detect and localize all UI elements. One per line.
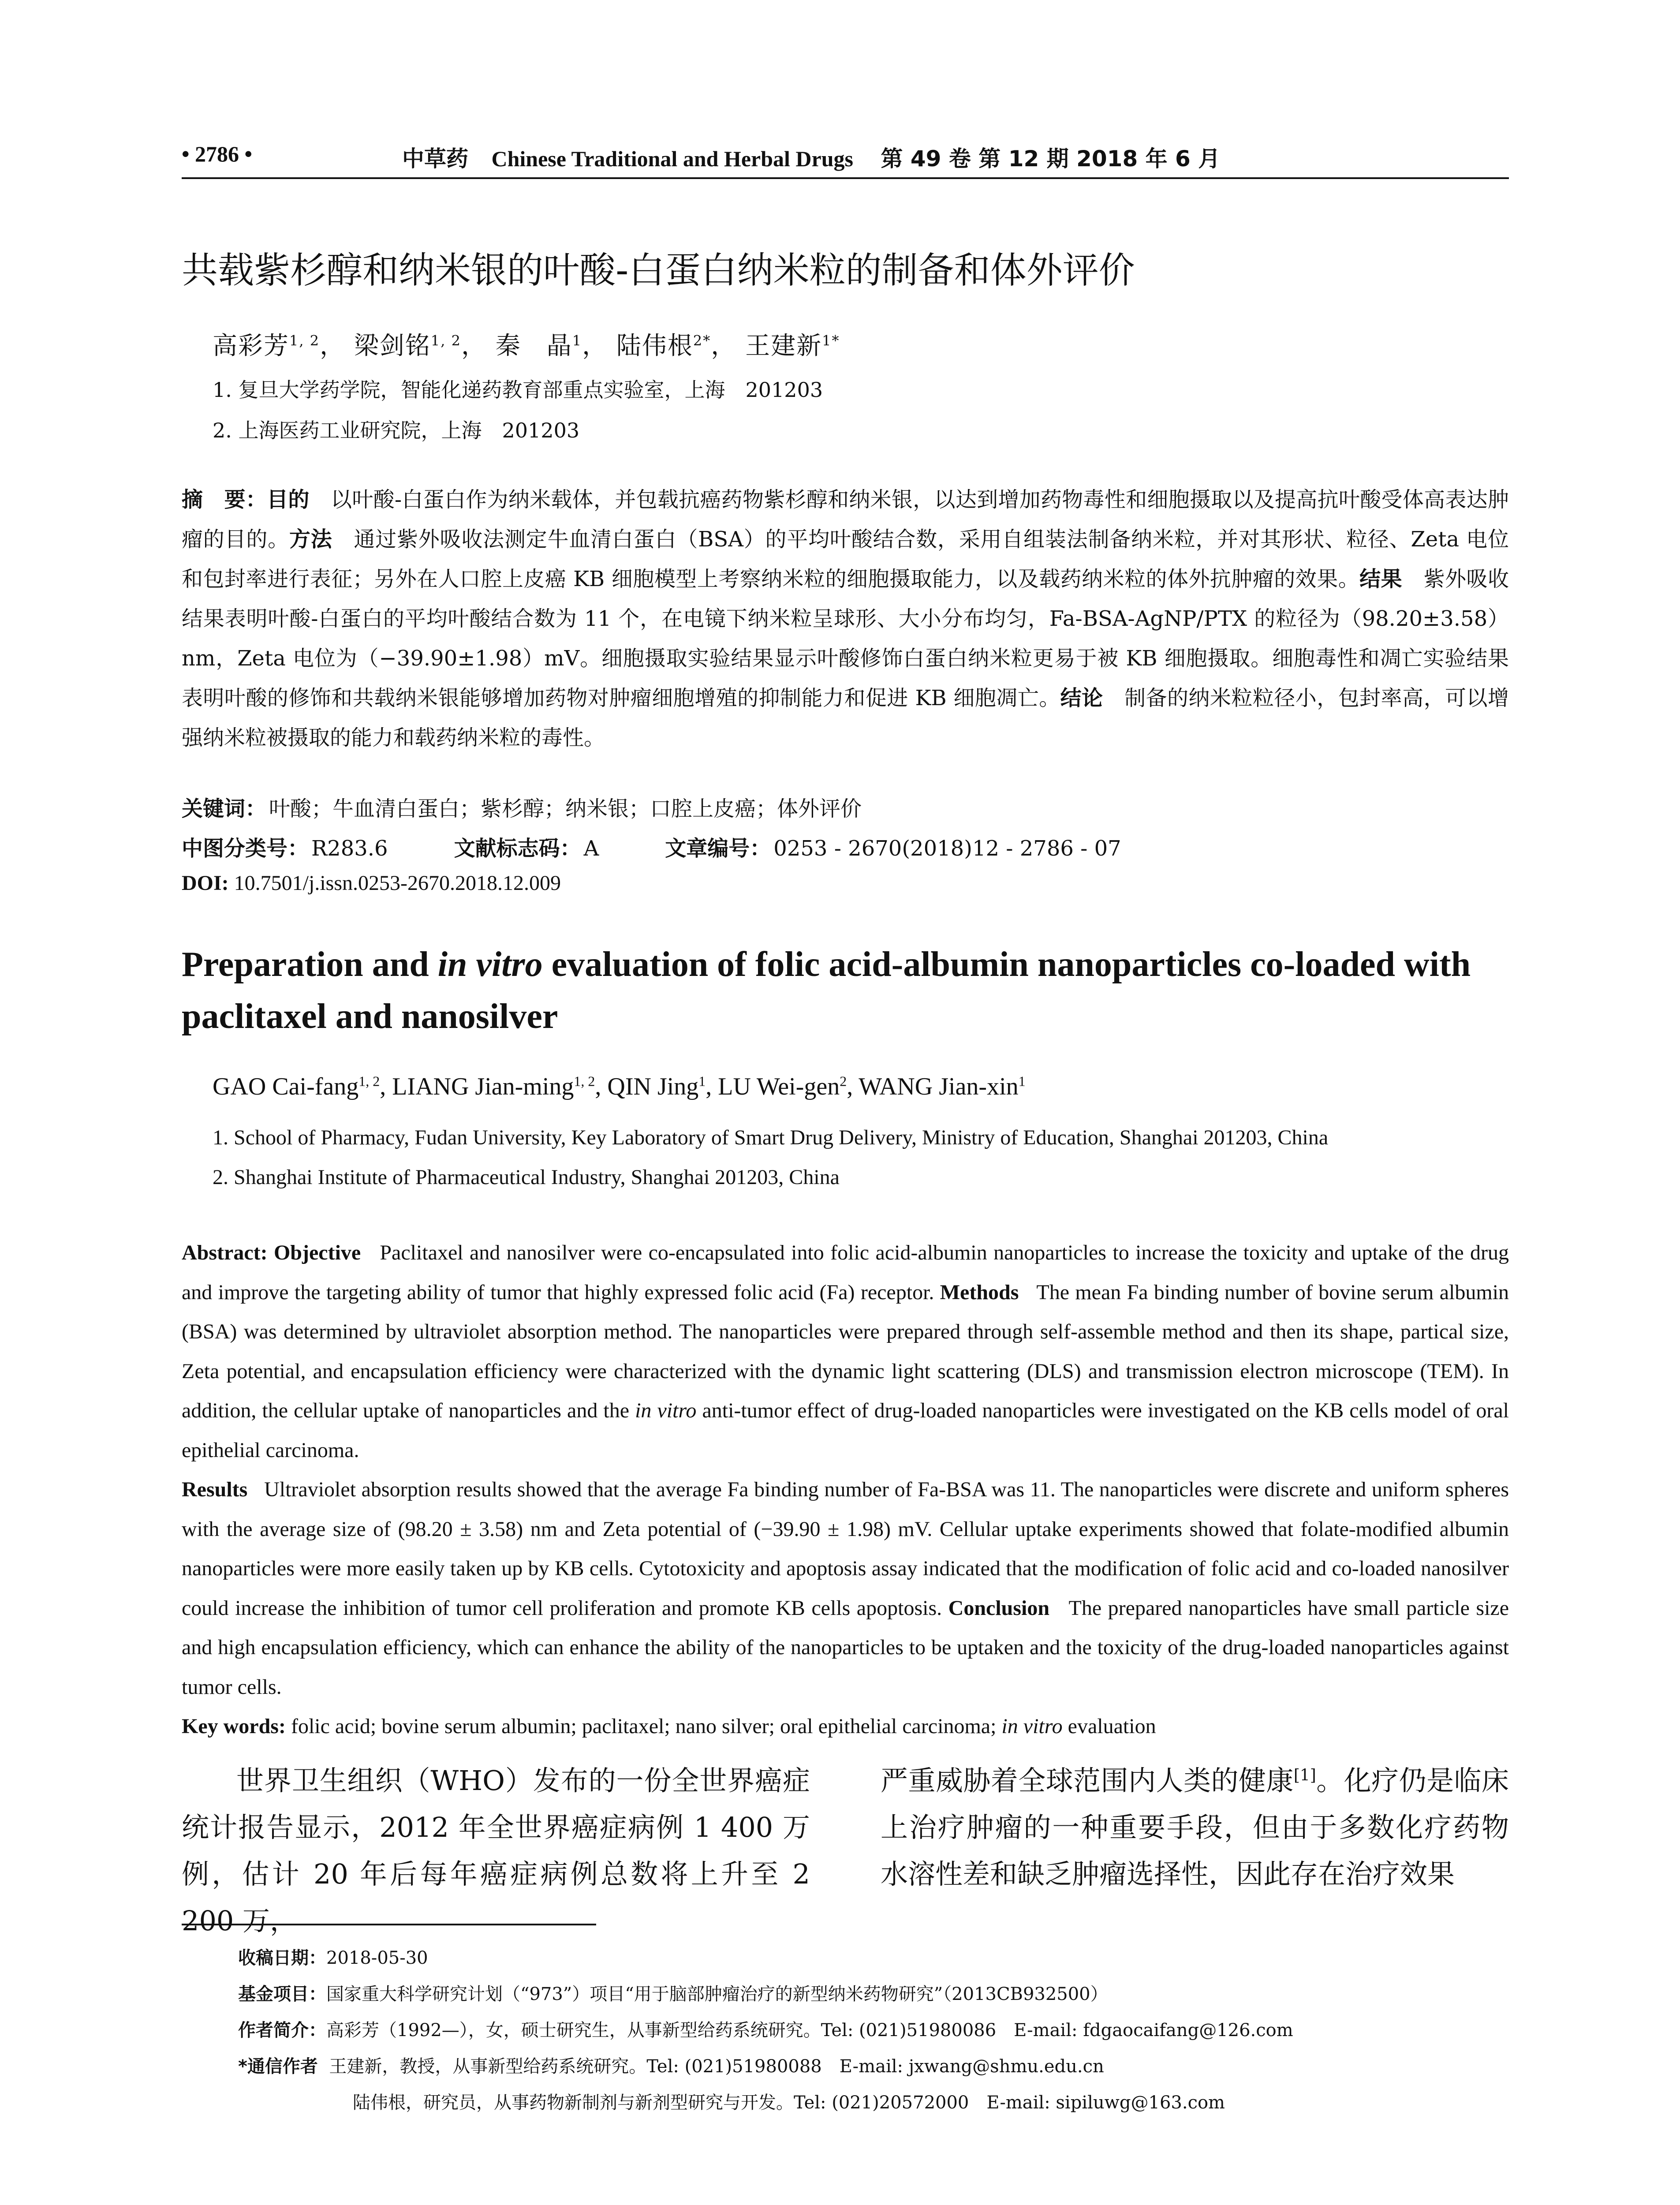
author-cn: 秦 晶 — [495, 332, 572, 360]
author-affil-sup: 2* — [693, 332, 711, 349]
affiliation-cn-1: 1. 复旦大学药学院，智能化递药教育部重点实验室，上海 201203 — [213, 378, 823, 402]
author-affil-sup: 2 — [840, 1073, 847, 1089]
keywords-en-label: Key words: — [182, 1715, 286, 1738]
keywords-en-text: folic acid; bovine serum albumin; paclitaxel; nano silver; oral epithelial carcinoma; — [291, 1715, 997, 1738]
objective-text: Paclitaxel and nanosilver were co-encapsulated into folic acid-albumin nanoparticles to increase the toxicity and uptake of the drug and improve the targeting ability of tumor that highly expressed folic acid (Fa) receptor. — [182, 1241, 1509, 1304]
author-cn: 梁剑铭 — [354, 332, 431, 360]
author-affil-sup: 1, 2 — [574, 1073, 595, 1089]
doi-value: 10.7501/j.issn.0253-2670.2018.12.009 — [234, 871, 561, 895]
title-en-part: evaluation of folic acid-albumin nanoparticles co-loaded with paclitaxel and nanosilver — [182, 945, 1471, 1036]
corresponding-author-1: 王建新，教授，从事新型给药系统研究。Tel: (021)51980088 E-mail: jxwang@shmu.edu.cn — [329, 2056, 1104, 2077]
author-cn: 王建新 — [745, 332, 822, 360]
author-bio-text: 高彩芳（1992—），女，硕士研究生，从事新型给药系统研究。Tel: (021)51980086 E-mail: fdgaocaifang@126.com — [326, 2020, 1293, 2041]
authors-cn — [213, 326, 840, 362]
footnote-author — [238, 2016, 1293, 2041]
corresponding-author-2: 陆伟根，研究员，从事药物新制剂与新剂型研究与开发。Tel: (021)20572000 E-mail: sipiluwg@163.com — [353, 2093, 1225, 2113]
classification-line — [182, 831, 1121, 862]
abstract-label: 摘 要： — [182, 487, 267, 512]
methods-label: 方法 — [289, 527, 332, 552]
author-affil-sup: 1, 2 — [289, 332, 320, 349]
body-text: 严重威胁着全球范围内人类的健康 — [881, 1764, 1294, 1797]
author-affil-sup: 1 — [572, 332, 582, 349]
title-cn: 共载紫杉醇和纳米银的叶酸-白蛋白纳米粒的制备和体外评价 — [182, 250, 1135, 292]
title-en — [182, 938, 1509, 1043]
author-separator: ， — [711, 332, 737, 360]
footnote-corresponding — [238, 2052, 1104, 2078]
author-en: GAO Cai-fang — [213, 1073, 359, 1100]
author-bio-label: 作者简介： — [238, 2020, 326, 2041]
body-column-left: 世界卫生组织（WHO）发布的一份全世界癌症统计报告显示，2012 年全世界癌症病例 1 400 万例，估计 20 年后每年癌症病例总数将上升至 2 200 万， — [182, 1764, 810, 1937]
keywords-en-tail: evaluation — [1068, 1715, 1156, 1738]
conclusion-text: The prepared nanoparticles have small particle size and high encapsulation efficiency, which can enhance the ability of the nanoparticles to be uptaken and the toxicity of the drug-loaded nanoparticles against tumor cells. — [182, 1596, 1509, 1699]
methods-text: anti-tumor effect of drug-loaded nanoparticles were investigated on the KB cells model of oral epithelial carcinoma. — [182, 1399, 1509, 1462]
fund-label: 基金项目： — [238, 1984, 326, 2004]
results-text: Ultraviolet absorption results showed that the average Fa binding number of Fa-BSA was 11. The nanoparticles were discrete and uniform spheres with the average size of (98.20 ± 3.58) nm and Zeta potential of (−39.90 ± 1.98) mV. Cellular uptake experiments showed that folate-modified albumin nanoparticles were more easily taken up by KB cells. Cytotoxicity and apoptosis assay indicated that the modification of folic acid and co-loaded nanosilver could increase the inhibition of tumor cell proliferation and promote KB cells apoptosis. — [182, 1478, 1509, 1620]
authors-en — [213, 1073, 1026, 1101]
author-affil-sup: 1 — [1018, 1073, 1026, 1089]
conclusion-label: Conclusion — [948, 1596, 1050, 1620]
methods-label: Methods — [940, 1280, 1019, 1304]
journal-issue: 第 49 卷 第 12 期 2018 年 6 月 — [881, 146, 1221, 172]
objective-text: 以叶酸-白蛋白作为纳米载体，并包载抗癌药物紫杉醇和纳米银，以达到增加药物毒性和细胞摄取以及提高抗叶酸受体高表达肿瘤的目的。 — [182, 487, 1509, 552]
objective-label: 目的 — [267, 487, 310, 512]
author-cn: 陆伟根 — [616, 332, 693, 360]
author-en: LIANG Jian-ming — [392, 1073, 574, 1100]
author-separator: , — [380, 1073, 392, 1100]
running-header — [182, 132, 1509, 175]
author-affil-sup: 1, 2 — [358, 1073, 380, 1089]
doi-label: DOI: — [182, 871, 229, 895]
clc-value: R283.6 — [311, 836, 388, 861]
abstract-objective-label: Abstract: Objective — [182, 1241, 361, 1264]
title-en-part: Preparation and — [182, 945, 438, 984]
author-en: LU Wei-gen — [718, 1073, 840, 1100]
journal-name — [402, 141, 1220, 173]
affiliation-en-1: 1. School of Pharmacy, Fudan University, Key Laboratory of Smart Drug Delivery, Ministry of Education, Shanghai 201203, China — [213, 1126, 1329, 1149]
conclusion-text: 制备的纳米粒粒径小，包封率高，可以增强纳米粒被摄取的能力和载药纳米粒的毒性。 — [182, 686, 1509, 750]
doc-code-label: 文献标志码： — [454, 836, 581, 861]
author-cn: 高彩芳 — [213, 332, 289, 360]
article-number-value: 0253 - 2670(2018)12 - 2786 - 07 — [773, 836, 1121, 861]
conclusion-label: 结论 — [1060, 686, 1103, 710]
footnote-fund — [238, 1980, 1108, 2005]
journal-name-en: Chinese Traditional and Herbal Drugs — [491, 146, 853, 171]
doc-code-value: A — [583, 836, 599, 861]
results-label: Results — [182, 1478, 248, 1501]
journal-name-cn: 中草药 — [402, 146, 468, 172]
author-affil-sup: 1 — [698, 1073, 706, 1089]
methods-text: 通过紫外吸收法测定牛血清白蛋白（BSA）的平均叶酸结合数，采用自组装法制备纳米粒，并对其形状、粒径、Zeta 电位和包封率进行表征；另外在人口腔上皮癌 KB 细胞模型上考察纳米粒的细胞摄取能力，以及载药纳米粒的体外抗肿瘤的效果。 — [182, 527, 1509, 591]
author-separator: ， — [320, 332, 346, 360]
page-number: • 2786 • — [182, 142, 253, 166]
header-rule — [182, 177, 1509, 179]
received-date: 2018-05-30 — [326, 1948, 428, 1968]
fund-text: 国家重大科学研究计划（“973”）项目“用于脑部肿瘤治疗的新型纳米药物研究”（2013CB932500） — [326, 1984, 1108, 2004]
article-number-label: 文章编号： — [665, 836, 771, 861]
author-separator: ， — [461, 332, 487, 360]
clc-label: 中图分类号： — [182, 836, 309, 861]
abstract-cn — [182, 480, 1509, 758]
methods-italic: in vitro — [635, 1399, 697, 1422]
author-affil-sup: 1* — [822, 332, 840, 349]
body-column-right — [881, 1757, 1509, 1898]
keywords-en-italic: in vitro — [1001, 1715, 1063, 1738]
author-en: WANG Jian-xin — [859, 1073, 1019, 1100]
author-separator: , — [706, 1073, 718, 1100]
results-text: 紫外吸收结果表明叶酸-白蛋白的平均叶酸结合数为 11 个，在电镜下纳米粒呈球形、大小分布均匀，Fa-BSA-AgNP/PTX 的粒径为（98.20±3.58）nm，Zeta 电位为（−39.90±1.98）mV。细胞摄取实验结果显示叶酸修饰白蛋白纳米粒更易于被 KB 细胞摄取。细胞毒性和凋亡实验结果表明叶酸的修饰和共载纳米银能够增加药物对肿瘤细胞增殖的抑制能力和促进 KB 细胞凋亡。 — [182, 567, 1509, 710]
keywords-label: 关键词： — [182, 796, 267, 821]
results-label: 结果 — [1359, 567, 1403, 591]
corresponding-label: *通信作者 — [238, 2056, 318, 2077]
abstract-en — [182, 1233, 1509, 1746]
author-separator: , — [847, 1073, 859, 1100]
doi-line — [182, 871, 561, 895]
title-en-italic: in vitro — [437, 945, 543, 984]
author-separator: , — [595, 1073, 608, 1100]
footnote-received — [238, 1944, 428, 1969]
received-label: 收稿日期： — [238, 1948, 326, 1968]
methods-text: The mean Fa binding number of bovine serum albumin (BSA) was determined by ultraviolet absorption method. The nanoparticles were prepared through self-assemble method and then its shape, partical size, Zeta potential, and encapsulation efficiency were characterized with the dynamic light scattering (DLS) and transmission electron microscope (TEM). In addition, the cellular uptake of nanoparticles and the — [182, 1280, 1509, 1422]
author-separator: ， — [582, 332, 608, 360]
affiliation-en-2: 2. Shanghai Institute of Pharmaceutical Industry, Shanghai 201203, China — [213, 1166, 840, 1189]
footnote-rule — [182, 1924, 596, 1925]
affiliation-cn-2: 2. 上海医药工业研究院，上海 201203 — [213, 419, 580, 442]
citation-ref: [1] — [1293, 1766, 1316, 1785]
author-en: QIN Jing — [607, 1073, 699, 1100]
body-text: 。化疗仍是临床上治疗肿瘤的一种重要手段，但由于多数化疗药物水溶性差和缺乏肿瘤选择性，因此存在治疗效果 — [881, 1764, 1509, 1890]
keywords-cn — [182, 792, 862, 822]
keywords-text: 叶酸；牛血清白蛋白；紫杉醇；纳米银；口腔上皮癌；体外评价 — [269, 796, 862, 821]
author-affil-sup: 1, 2 — [430, 332, 461, 349]
